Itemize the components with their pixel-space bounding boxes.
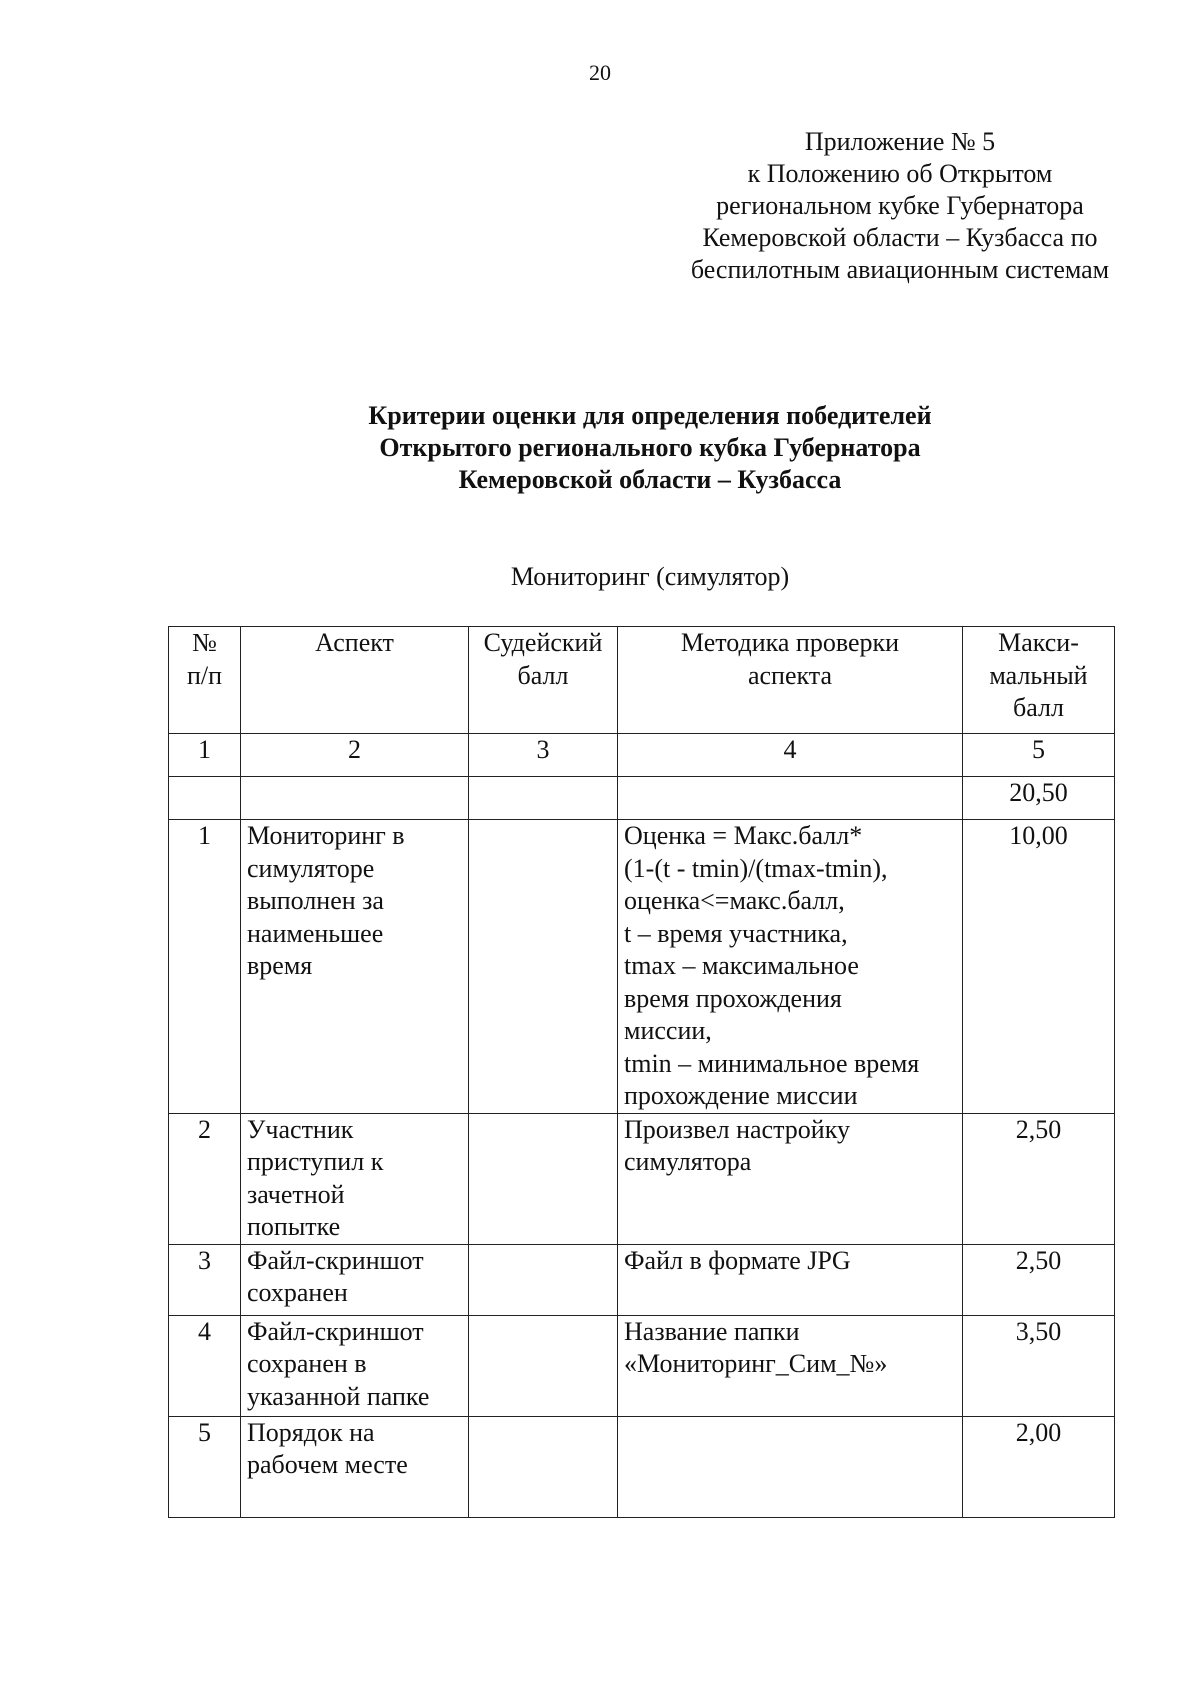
appendix-line: региональном кубке Губернатора xyxy=(716,191,1084,220)
max-score-cell: 2,00 xyxy=(963,1416,1115,1517)
cell-line: Мониторинг в xyxy=(247,821,405,850)
cell-line: указанной папке xyxy=(247,1381,430,1411)
column-index: 3 xyxy=(469,734,618,777)
header-aspect: Аспект xyxy=(241,627,469,734)
aspect-cell xyxy=(241,1315,469,1416)
judge-score-cell xyxy=(469,1244,618,1315)
cell-line: Файл-скриншот xyxy=(247,1316,424,1346)
header-line: мальный xyxy=(989,660,1088,690)
document-title xyxy=(300,400,1000,496)
aspect-cell xyxy=(241,1416,469,1517)
cell-line: миссии, xyxy=(624,1016,712,1045)
section-title: Мониторинг (симулятор) xyxy=(510,562,790,591)
cell-line: tmax – максимальное xyxy=(624,951,859,980)
judge-score-cell xyxy=(469,1416,618,1517)
total-row xyxy=(169,777,1115,820)
title-line: Кемеровской области – Кузбасса xyxy=(458,465,842,494)
cell-line: выполнен за xyxy=(247,886,384,915)
aspect-cell xyxy=(241,820,469,1114)
judge-score-cell xyxy=(469,1113,618,1244)
method-cell xyxy=(618,1315,963,1416)
cell-line: Порядок на xyxy=(247,1417,375,1447)
page-number: 20 xyxy=(589,60,611,85)
cell-line: Файл-скриншот xyxy=(247,1245,424,1275)
criteria-table xyxy=(168,626,1115,1518)
table-row xyxy=(169,1416,1115,1517)
cell-line: время прохождения xyxy=(624,983,842,1013)
row-number: 5 xyxy=(169,1416,241,1517)
max-score-cell: 3,50 xyxy=(963,1315,1115,1416)
empty-cell xyxy=(241,777,469,820)
header-num xyxy=(169,627,241,734)
cell-line: наименьшее xyxy=(247,918,384,948)
appendix-line: беспилотным авиационным системам xyxy=(690,255,1110,284)
max-score-cell: 2,50 xyxy=(963,1113,1115,1244)
criteria-rows xyxy=(169,820,1115,1518)
header-line: Судейский xyxy=(483,628,603,657)
cell-line: прохождение миссии xyxy=(624,1081,858,1110)
table-row xyxy=(169,1113,1115,1244)
table-row xyxy=(169,1315,1115,1416)
max-score-cell: 10,00 xyxy=(963,820,1115,1114)
cell-line: Название папки xyxy=(624,1316,800,1346)
column-index-row xyxy=(169,734,1115,777)
cell-line: t – время участника, xyxy=(624,918,848,948)
cell-line: tmin – минимальное время xyxy=(624,1048,920,1078)
row-number: 2 xyxy=(169,1113,241,1244)
method-cell xyxy=(618,1113,963,1244)
cell-line: попытке xyxy=(247,1212,341,1241)
table-header-row xyxy=(169,627,1115,734)
judge-score-cell xyxy=(469,1315,618,1416)
cell-line: сохранен в xyxy=(247,1349,367,1378)
method-cell xyxy=(618,1416,963,1517)
header-line: п/п xyxy=(186,660,223,690)
header-line: балл xyxy=(1013,693,1064,722)
header-line: балл xyxy=(517,660,569,690)
cell-line: зачетной xyxy=(247,1179,345,1209)
row-number: 4 xyxy=(169,1315,241,1416)
header-max-score xyxy=(963,627,1115,734)
cell-line: сохранен xyxy=(247,1278,348,1307)
cell-line: Оценка = Макс.балл* xyxy=(624,821,863,850)
cell-line: время xyxy=(247,951,313,980)
cell-line: (1-(t - tmin)/(tmax-tmin), xyxy=(624,853,888,883)
column-index: 5 xyxy=(963,734,1115,777)
header-line: аспекта xyxy=(747,660,833,690)
title-line: Критерии оценки для определения победителей xyxy=(368,401,932,430)
total-max-score: 20,50 xyxy=(963,777,1115,820)
cell-line: симуляторе xyxy=(247,853,375,883)
cell-line: Произвел настройку xyxy=(624,1114,850,1144)
empty-cell xyxy=(469,777,618,820)
cell-line: оценка<=макс.балл, xyxy=(624,886,845,915)
header-line: № xyxy=(192,628,217,657)
column-index: 2 xyxy=(241,734,469,777)
table-row xyxy=(169,1244,1115,1315)
method-cell xyxy=(618,1244,963,1315)
cell-line: рабочем месте xyxy=(247,1450,408,1479)
header-method xyxy=(618,627,963,734)
method-cell xyxy=(618,820,963,1114)
title-line: Открытого регионального кубка Губернатора xyxy=(379,433,921,462)
column-index: 4 xyxy=(618,734,963,777)
cell-line: Файл в формате JPG xyxy=(624,1245,851,1275)
appendix-reference xyxy=(652,126,1148,286)
header-line: Методика проверки xyxy=(680,628,900,657)
column-index: 1 xyxy=(169,734,241,777)
header-judge-score xyxy=(469,627,618,734)
cell-line: Участник xyxy=(247,1114,354,1144)
appendix-line: Приложение № 5 xyxy=(804,127,996,156)
table-row xyxy=(169,820,1115,1114)
max-score-cell: 2,50 xyxy=(963,1244,1115,1315)
cell-line: симулятора xyxy=(624,1147,752,1176)
cell-line: «Мониторинг_Сим_№» xyxy=(624,1349,888,1378)
aspect-cell xyxy=(241,1244,469,1315)
empty-cell xyxy=(618,777,963,820)
aspect-cell xyxy=(241,1113,469,1244)
appendix-line: Кемеровской области – Кузбасса по xyxy=(702,223,1098,252)
appendix-line: к Положению об Открытом xyxy=(747,159,1053,188)
judge-score-cell xyxy=(469,820,618,1114)
row-number: 1 xyxy=(169,820,241,1114)
row-number: 3 xyxy=(169,1244,241,1315)
cell-line: приступил к xyxy=(247,1147,384,1176)
header-line: Макси- xyxy=(998,628,1079,657)
empty-cell xyxy=(169,777,241,820)
